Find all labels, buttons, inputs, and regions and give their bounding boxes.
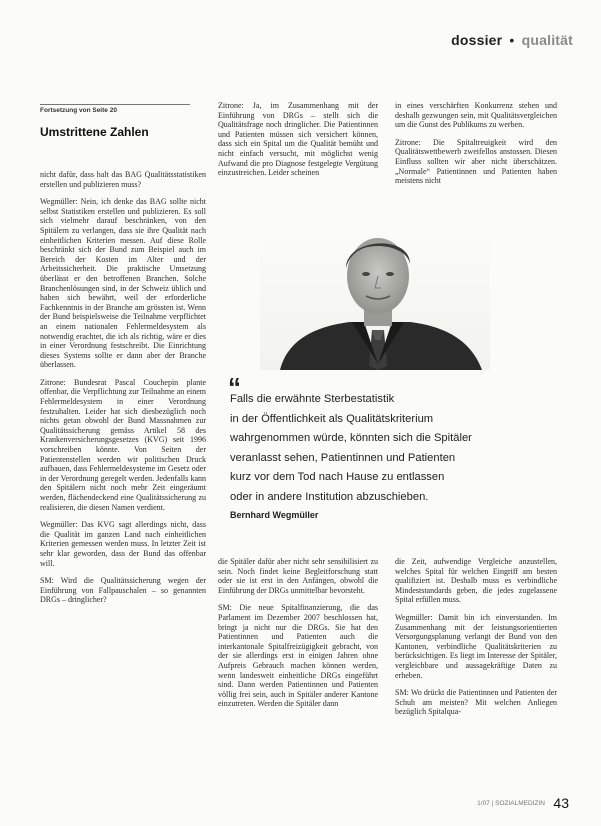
paragraph: die Zeit, aufwendige Vergleiche anzustellen, welches Spital für welchen Eingriff am besten qualifiziert ist. Deshalb muss es verbindliche Mindeststandards geben, die jedes zugelassene Spital erfüllen muss.: [395, 557, 557, 605]
page-header: [451, 32, 573, 48]
continued-note: Fortsetzung von Seite 20: [40, 104, 190, 114]
page-footer: [477, 795, 569, 813]
paragraph: Zitrone: Ja, im Zusammenhang mit der Einführung von DRGs – stellt sich die Qualitätsfrage noch dringlicher. Die Patientinnen und Patienten müssen sich versichert können, dass sich ein Spital um die Qualität bemüht und nicht einfach versucht, mit möglichst wenig Aufwand die pro Diagnose festgelegte Vergütung einzustreichen. Leider scheinen: [218, 101, 378, 178]
paragraph: Wegmüller: Nein, ich denke das BAG sollte nicht selbst Statistiken erstellen und publizieren. Es soll sich vielmehr darauf beschränken, von den Spitälern zu verlangen, dass sie ihre Qualität nach einheitlichen Kriterien messen. Auf diese Rolle beschränkt sich der Bund zum Beispiel auch im Bereich der Kosten im Alter und der Arbeitssicherheit. Die praktische Umsetzung überlässt er den betroffenen Branchen. Solche Branchenlösungen sind, in der Schweiz üblich und haben sich bewährt, weil der erforderliche Fachkenntnis in der Branche am grössten ist. Wenn der Bund beispielsweise die Teilnahme verpflichtet an einem nationalen Fehlermeldesystem als notwendig erachtet, die ich als richtig, wäre er dies in einer Verordnung festschreibt. Die Einrichtung dieses Systems sollte er dann aber der Branche überlassen.: [40, 197, 206, 370]
quote-mark-icon: “: [228, 372, 241, 402]
header-section: dossier: [451, 32, 503, 48]
page-number: 43: [553, 795, 569, 811]
quote-text: Falls die erwähnte Sterbestatistik in der Öffentlichkeit als Qualitätskriterium wahrgenommen würde, könnten sich die Spitäler veranlasst sehen, Patientinnen und Patienten kurz vor dem Tod nach Hause zu entlassen oder in andere Institution abzuschieben.: [230, 393, 472, 503]
paragraph: in eines verschärften Konkurrenz stehen und deshalb gezwungen sein, mit Qualitätsvergleichen um die Gunst des Publikums zu werben.: [395, 101, 557, 130]
pull-quote: [222, 372, 562, 520]
section-title: Umstrittene Zahlen: [40, 125, 149, 139]
paragraph: SM: Wo drückt die Patientinnen und Patienten der Schuh am meisten? Mit welchen Anliegen bezüglich Spitalqua-: [395, 688, 557, 717]
text-column-3: [395, 101, 557, 194]
text-column-5: [395, 557, 557, 725]
quote-author: Bernhard Wegmüller: [230, 510, 319, 520]
paragraph: Zitrone: Die Spitaltreuigkeit wird den Qualitätswettbewerb zweifellos anstossen. Diesen Einfluss sollten wir aber nicht überschätzen. „Normale“ Patientinnen und Patienten haben meistens nicht: [395, 137, 557, 186]
portrait-photo: [260, 230, 490, 370]
issue-label: 1/07 | SOZIALMEDIZIN: [477, 800, 545, 807]
paragraph: Wegmüller: Das KVG sagt allerdings nicht, dass die Qualität im ganzen Land nach einheitlichen Kriterien gemessen werden muss. In letzter Zeit ist sehr klar geworden, dass der Bund das offenbar will.: [40, 520, 206, 568]
paragraph: Wegmüller: Damit bin ich einverstanden. Im Zusammenhang mit der leistungsorientierten Versorgungsplanung verlangt der Bund von den Kantonen, verbindliche Qualitätskriterien zu berücksichtigen. Es liegt im Interesse der Spitäler, vergleichbare und aussagekräftige Daten zu erheben.: [395, 612, 557, 680]
paragraph: Zitrone: Bundesrat Pascal Couchepin plante offenbar, die Verpflichtung zur Teilnahme an einem Fehlermeldesystem in einer Verordnung festzuhalten. Leider hat sich diesbezüglich noch nichts getan obwohl der Bund Massnahmen zur Qualitätssicherung gemäss Artikel 58 des Krankenversicherungsgesetzes (KVG) seit 1996 vorschreiben könnte. Von Seiten der Patientenstellen werden wir politischen Druck aufbauen, dass Fehlermeldesysteme im Gesetz oder in der Verordnung geregelt werden. Jedenfalls kann den Spitälern nicht noch mehr Zeit eingeräumt werden, flächendeckend eine Qualitätssicherung zu realisieren, die diesen Namen verdient.: [40, 377, 206, 512]
text-column-4: [218, 557, 378, 717]
header-separator: •: [509, 32, 515, 48]
paragraph: nicht dafür, dass halt das BAG Qualitätsstatistiken erstellen und publizieren muss?: [40, 170, 206, 189]
paragraph: SM: Wird die Qualitätssicherung wegen der Einführung von Fallpauschalen – so genannten DRGs – dringlicher?: [40, 576, 206, 605]
header-topic: qualität: [521, 32, 573, 48]
paragraph: SM: Die neue Spitalfinanzierung, die das Parlament im Dezember 2007 beschlossen hat, bringt ja nicht nur die DRGs. Sie hat den Patientinnen und Patienten auch die interkantonale Spitalfreizügigkeit gebracht, von der sie allerdings erst in einigen Jahren ohne Aufpreis Gebrauch machen können werden, wenn landesweit einheitliche DRGs eingeführt sind. Dann werden Patientinnen und Patienten völlig frei sein, auch in Spitäler anderer Kantone einzutreten. Werden die Spitäler dann: [218, 603, 378, 709]
paragraph: die Spitäler dafür aber nicht sehr sensibilisiert zu sein. Noch findet keine Begleitforschung statt oder sie ist erst in den Anfängen, obwohl die Einführung der DRGs unmittelbar bevorsteht.: [218, 557, 378, 595]
text-column-1: [40, 170, 206, 613]
text-column-2: [218, 101, 378, 186]
